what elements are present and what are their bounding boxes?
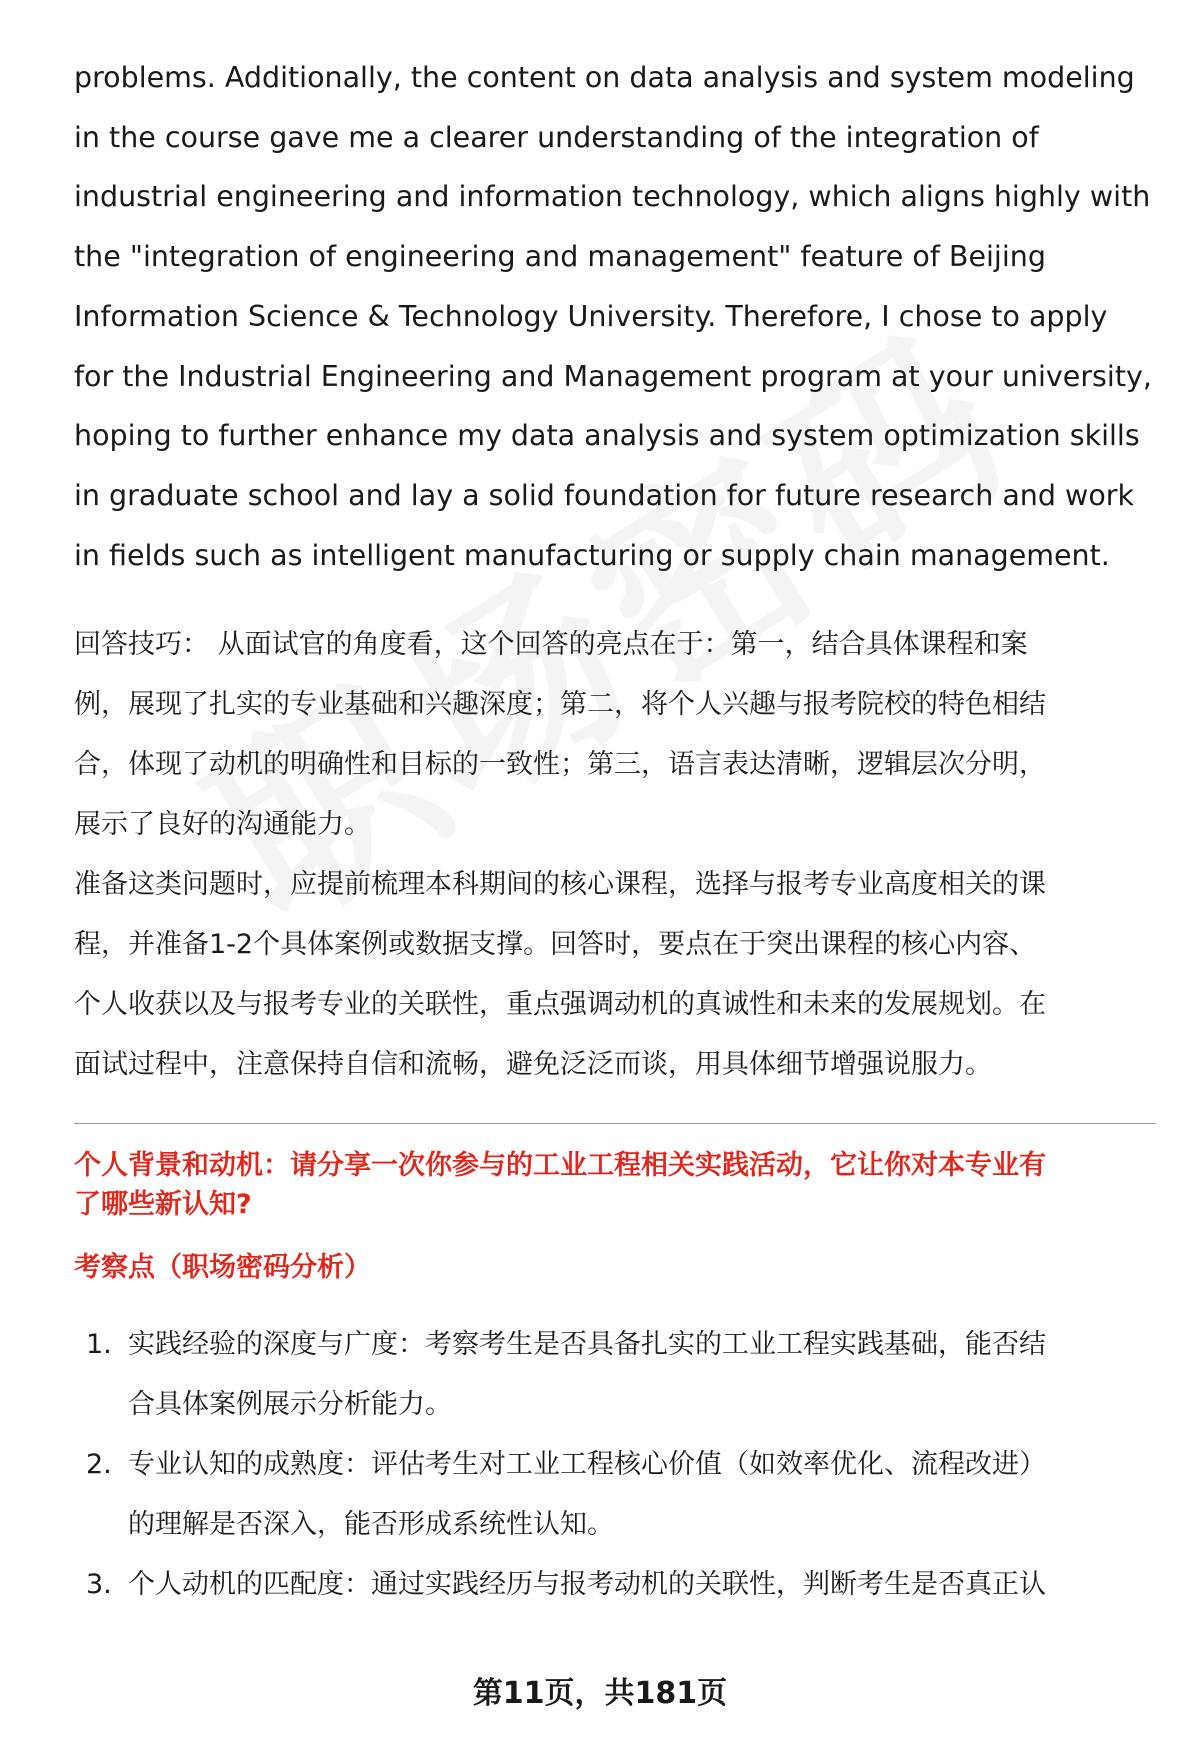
list-number: 2.: [86, 1449, 112, 1481]
text-line: 合具体案例展示分析能力。: [128, 1389, 452, 1421]
list-item: [74, 1435, 1156, 1555]
answer-tips-paragraph: [74, 615, 1156, 855]
question-heading: [74, 1146, 1156, 1224]
text-line: 合，体现了动机的明确性和目标的一致性；第三，语言表达清晰，逻辑层次分明，: [74, 749, 1046, 781]
text-line: 专业认知的成熟度：评估考生对工业工程核心价值（如效率优化、流程改进）: [128, 1449, 1046, 1481]
preparation-paragraph: [74, 855, 1156, 1095]
assessment-points-list: [74, 1315, 1156, 1615]
text-line: 面试过程中，注意保持自信和流畅，避免泛泛而谈，用具体细节增强说服力。: [74, 1049, 992, 1081]
list-number: 1.: [86, 1329, 112, 1361]
text-line: 实践经验的深度与广度：考察考生是否具备扎实的工业工程实践基础，能否结: [128, 1329, 1046, 1361]
english-answer-paragraph: [74, 48, 1156, 585]
text-line: 了哪些新认知?: [74, 1189, 252, 1221]
section-divider: [74, 1123, 1156, 1124]
text-line: 回答技巧： 从面试官的角度看，这个回答的亮点在于：第一，结合具体课程和案: [74, 629, 1028, 661]
list-item: [74, 1555, 1156, 1615]
text-line: 的理解是否深入，能否形成系统性认知。: [128, 1509, 614, 1541]
text-line: 个人背景和动机：请分享一次你参与的工业工程相关实践活动，它让你对本专业有: [74, 1150, 1046, 1182]
page-number-footer: 第11页，共181页: [472, 1676, 728, 1711]
text-line: 准备这类问题时，应提前梳理本科期间的核心课程，选择与报考专业高度相关的课: [74, 869, 1046, 901]
text-line: Information Science & Technology University. Therefore, I chose to apply: [74, 299, 1108, 333]
text-line: hoping to further enhance my data analysis and system optimization skills: [74, 419, 1140, 453]
section-title: 考察点（职场密码分析）: [74, 1252, 371, 1284]
document-page: [74, 48, 1156, 1615]
text-line: problems. Additionally, the content on data analysis and system modeling: [74, 61, 1135, 94]
answer-analysis: [74, 615, 1156, 1095]
text-line: in the course gave me a clearer understanding of the integration of: [74, 120, 1039, 154]
text-line: the "integration of engineering and management" feature of Beijing: [74, 240, 1046, 274]
text-line: 个人收获以及与报考专业的关联性，重点强调动机的真诚性和未来的发展规划。在: [74, 989, 1046, 1021]
text-line: 个人动机的匹配度：通过实践经历与报考动机的关联性，判断考生是否真正认: [128, 1569, 1046, 1601]
text-line: 展示了良好的沟通能力。: [74, 809, 371, 841]
text-line: for the Industrial Engineering and Management program at your university,: [74, 359, 1152, 393]
text-line: 程，并准备1-2个具体案例或数据支撑。回答时，要点在于突出课程的核心内容、: [74, 929, 1037, 961]
list-item: [74, 1315, 1156, 1435]
text-line: industrial engineering and information technology, which aligns highly with: [74, 180, 1151, 214]
text-line: in fields such as intelligent manufacturing or supply chain management.: [74, 538, 1110, 572]
list-number: 3.: [86, 1569, 112, 1601]
text-line: 例，展现了扎实的专业基础和兴趣深度；第二，将个人兴趣与报考院校的特色相结: [74, 689, 1046, 721]
text-line: in graduate school and lay a solid foundation for future research and work: [74, 478, 1134, 512]
